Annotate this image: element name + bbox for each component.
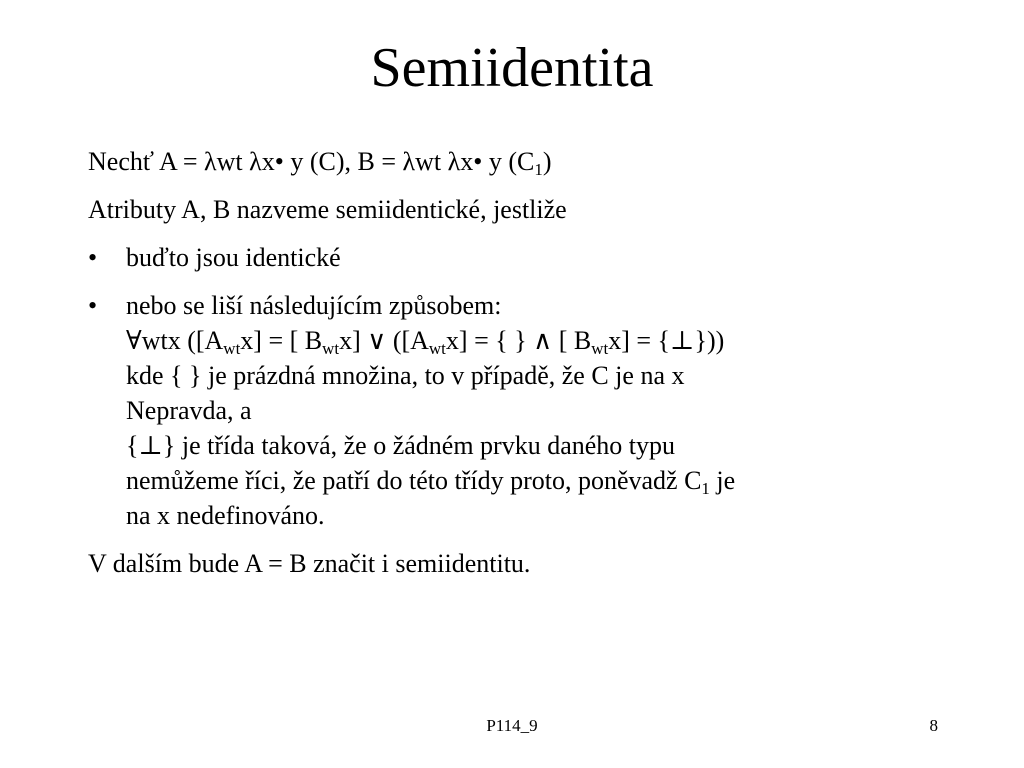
bullet-line: [126, 463, 968, 498]
formula-part: x] = [ B: [240, 326, 323, 355]
subscript: wt: [591, 339, 609, 358]
bullet-line: {⊥} je třída taková, že o žádném prvku daného typu: [126, 431, 676, 460]
intro-line: Atributy A, B nazveme semiidentické, jestliže: [88, 195, 567, 224]
bullet-line-text-end: je: [709, 466, 736, 495]
subscript: wt: [322, 339, 340, 358]
formula-part: ∀wtx ([A: [126, 326, 224, 355]
subscript: wt: [223, 339, 241, 358]
closing-line: V dalším bude A = B značit i semiidentitu.: [88, 549, 531, 578]
bullet-icon: •: [88, 243, 98, 272]
subscript: 1: [534, 160, 543, 179]
subscript: wt: [428, 339, 446, 358]
page-number: 8: [929, 716, 938, 735]
formula-part: x] ∨ ([A: [339, 326, 429, 355]
bullet-icon: •: [88, 291, 98, 320]
bullet-line: nebo se liší následujícím způsobem:: [126, 291, 502, 320]
bullet-item-1: [88, 240, 968, 275]
bullet-item-2: [88, 288, 968, 533]
bullet-line: Nepravda, a: [126, 396, 252, 425]
definition-text-end: ): [542, 147, 552, 176]
bullet-text: buďto jsou identické: [126, 243, 341, 272]
subscript: 1: [701, 479, 710, 498]
bullet-line: na x nedefinováno.: [126, 501, 325, 530]
formula-part: x] = { } ∧ [ B: [445, 326, 592, 355]
slide-title: Semiidentita: [370, 37, 654, 99]
footer-code: P114_9: [486, 716, 538, 735]
formula-part: x] = {⊥})): [608, 326, 725, 355]
definition-text: Nechť A = λwt λx• y (C), B = λwt λx• y (C: [88, 147, 535, 176]
slide-body: [88, 144, 968, 594]
bullet-line: kde { } je prázdná množina, to v případě, že C je na x: [126, 361, 685, 390]
definition-line: [88, 144, 968, 179]
formula-line: [126, 323, 968, 358]
bullet-line-text: nemůžeme říci, že patří do této třídy proto, poněvadž C: [126, 466, 702, 495]
